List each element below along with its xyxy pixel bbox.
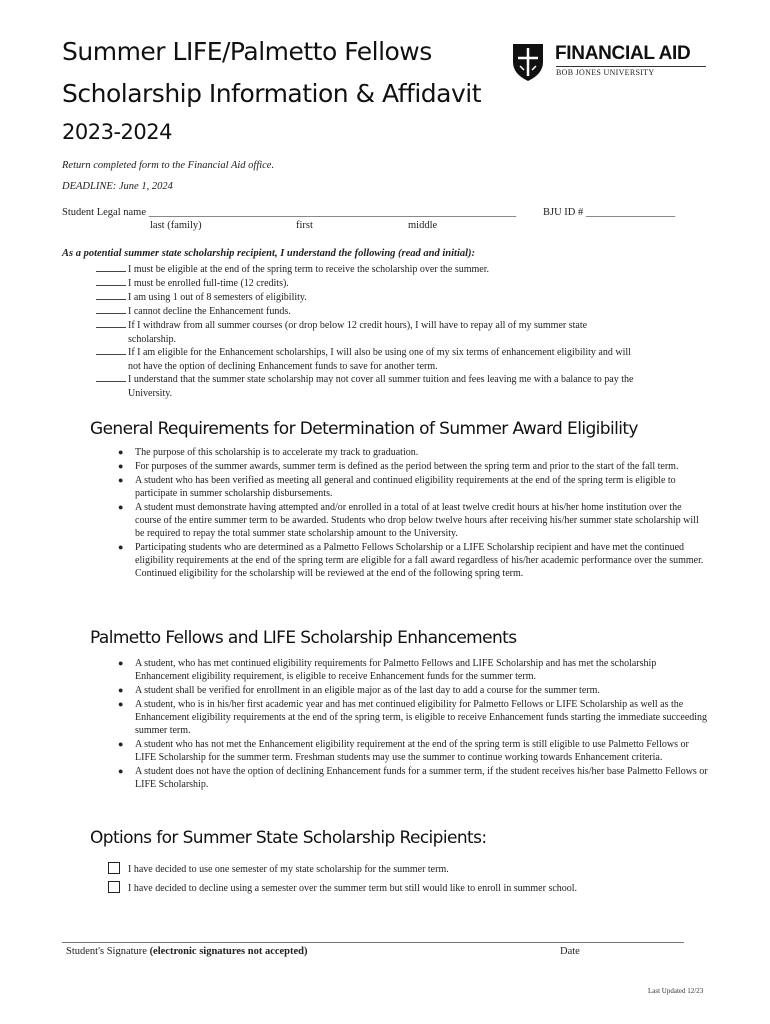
option-label: I have decided to decline using a semester over the summer term but still would like to enroll in summer school.: [128, 883, 578, 894]
legal-name-field[interactable]: Student Legal name ______________________________________________________________________: [62, 207, 517, 218]
bullet-icon: ●: [118, 447, 124, 457]
initial-blank[interactable]: [96, 304, 126, 314]
bullet-icon: ●: [118, 739, 124, 749]
general-requirements-heading: General Requirements for Determination of Summer Award Eligibility: [90, 419, 638, 439]
initial-text: If I am eligible for the Enhancement scholarships, I will also be using one of my six terms of enhancement eligibility and will: [128, 347, 631, 358]
initial-item: [96, 304, 706, 319]
signature-line[interactable]: [62, 942, 684, 943]
list-item: ● A student, who has met continued eligibility requirements for Palmetto Fellows and LIFE Scholarship and has met the scholarship Enhancement eligibility requirement, is eligible to receive Enhancement funds for the summer term.: [118, 658, 657, 682]
form-title-line1: Summer LIFE/Palmetto Fellows: [62, 37, 432, 66]
bullet-icon: ●: [118, 542, 124, 552]
signature-note: (electronic signatures not accepted): [149, 946, 308, 957]
form-title-line2: Scholarship Information & Affidavit: [62, 79, 482, 108]
initial-text-cont: scholarship.: [128, 333, 177, 345]
last-updated: Last Updated 12/23: [648, 987, 704, 995]
form-year: 2023-2024: [62, 120, 172, 144]
bullet-icon: ●: [118, 685, 124, 695]
bullet-icon: ●: [118, 699, 124, 709]
initial-blank[interactable]: [96, 262, 126, 272]
initial-item: [96, 345, 706, 373]
list-item: ● A student must demonstrate having attempted and/or enrolled in a total of at least twelve credit hours at his/her home institution over the course of the entire summer term to be awarded. Students who drop below twelve hours after receiving his/her summer state scholarship will be required to repay the total summer state scholarship amount to the University.: [118, 502, 699, 539]
first-name-label: first: [296, 220, 313, 231]
bullet-icon: ●: [118, 766, 124, 776]
initial-text: If I withdraw from all summer courses (or drop below 12 credit hours), I will have to repay all of my summer state: [128, 320, 588, 331]
initial-item: [96, 276, 706, 291]
checkbox[interactable]: [108, 862, 120, 874]
enhancements-list: [118, 657, 710, 792]
general-requirements-list: [118, 446, 710, 581]
return-instruction: Return completed form to the Financial Aid office.: [62, 160, 275, 171]
logo-subtitle: BOB JONES UNIVERSITY: [556, 68, 655, 77]
initial-text: I must be enrolled full-time (12 credits).: [128, 278, 289, 289]
option-decline-semester[interactable]: [108, 881, 577, 894]
bullet-icon: ●: [118, 658, 124, 668]
option-use-semester[interactable]: [108, 862, 449, 875]
list-item: ● A student does not have the option of declining Enhancement funds for a summer term, if the student receives his/her base Palmetto Fellows or LIFE Scholarship.: [118, 766, 708, 790]
initial-item: [96, 318, 706, 346]
bullet-icon: ●: [118, 475, 124, 485]
initial-text: I cannot decline the Enhancement funds.: [128, 306, 291, 317]
initial-blank[interactable]: [96, 318, 126, 328]
logo-title: FINANCIAL AID: [555, 43, 691, 64]
initial-text: I understand that the summer state scholarship may not cover all summer tuition and fees leaving me with a balance to pay the: [128, 374, 634, 385]
list-item: ● For purposes of the summer awards, summer term is defined as the period between the spring term and prior to the start of the fall term.: [118, 461, 679, 472]
logo-divider: [556, 66, 706, 67]
deadline: DEADLINE: June 1, 2024: [62, 181, 173, 192]
initial-blank[interactable]: [96, 345, 126, 355]
bullet-icon: ●: [118, 502, 124, 512]
bju-id-field[interactable]: BJU ID # _________________: [543, 207, 676, 218]
list-item: ● The purpose of this scholarship is to accelerate my track to graduation.: [118, 447, 419, 458]
initial-text: I must be eligible at the end of the spring term to receive the scholarship over the summer.: [128, 264, 490, 275]
financial-aid-logo: [510, 42, 710, 82]
option-label: I have decided to use one semester of my state scholarship for the summer term.: [128, 864, 449, 875]
initial-text: I am using 1 out of 8 semesters of eligibility.: [128, 292, 307, 303]
last-name-label: last (family): [150, 220, 202, 231]
initial-blank[interactable]: [96, 276, 126, 286]
bullet-icon: ●: [118, 461, 124, 471]
initial-item: [96, 262, 706, 277]
checkbox[interactable]: [108, 881, 120, 893]
middle-name-label: middle: [408, 220, 438, 231]
initial-blank[interactable]: [96, 290, 126, 300]
initial-text-cont: not have the option of declining Enhancement funds to save for another term.: [128, 360, 438, 372]
initial-item: [96, 290, 706, 305]
date-label: Date: [560, 946, 580, 957]
list-item: ● A student who has not met the Enhancement eligibility requirement at the end of the spring term is still eligible to use Palmetto Fellows or LIFE Scholarship for the summer term. Freshman students may use the summer to continue working towards Enhancement criteria.: [118, 739, 689, 763]
list-item: ● Participating students who are determined as a Palmetto Fellows Scholarship or a LIFE Scholarship recipient and have met the continued eligibility requirements at the end of the spring term are eligible for a fall award regardless of his/her academic performance over the summer. Continued eligibility for the scholarship will be reviewed at the end of the following spring term.: [118, 542, 704, 579]
enhancements-heading: Palmetto Fellows and LIFE Scholarship Enhancements: [90, 628, 517, 648]
options-heading: Options for Summer State Scholarship Recipients:: [90, 828, 487, 848]
initial-item: [96, 372, 706, 400]
initial-text-cont: University.: [128, 387, 173, 399]
list-item: ● A student who has been verified as meeting all general and continued eligibility requirements at the end of the spring term is eligible to participate in summer scholarship disbursements.: [118, 475, 676, 499]
affidavit-intro: As a potential summer state scholarship recipient, I understand the following (read and initial):: [62, 248, 476, 259]
list-item: ● A student shall be verified for enrollment in an eligible major as of the last day to add a course for the summer term.: [118, 685, 600, 696]
university-shield-icon: [510, 42, 546, 82]
list-item: ● A student, who is in his/her first academic year and has met continued eligibility for Palmetto Fellows or LIFE Scholarship as well as the Enhancement eligibility requirements at the end of the spring term, is eligible to receive Enhancement funds starting the immediate succeeding summer term.: [118, 699, 708, 736]
signature-label: Student's Signature (electronic signatures not accepted): [66, 946, 308, 957]
initial-blank[interactable]: [96, 372, 126, 382]
